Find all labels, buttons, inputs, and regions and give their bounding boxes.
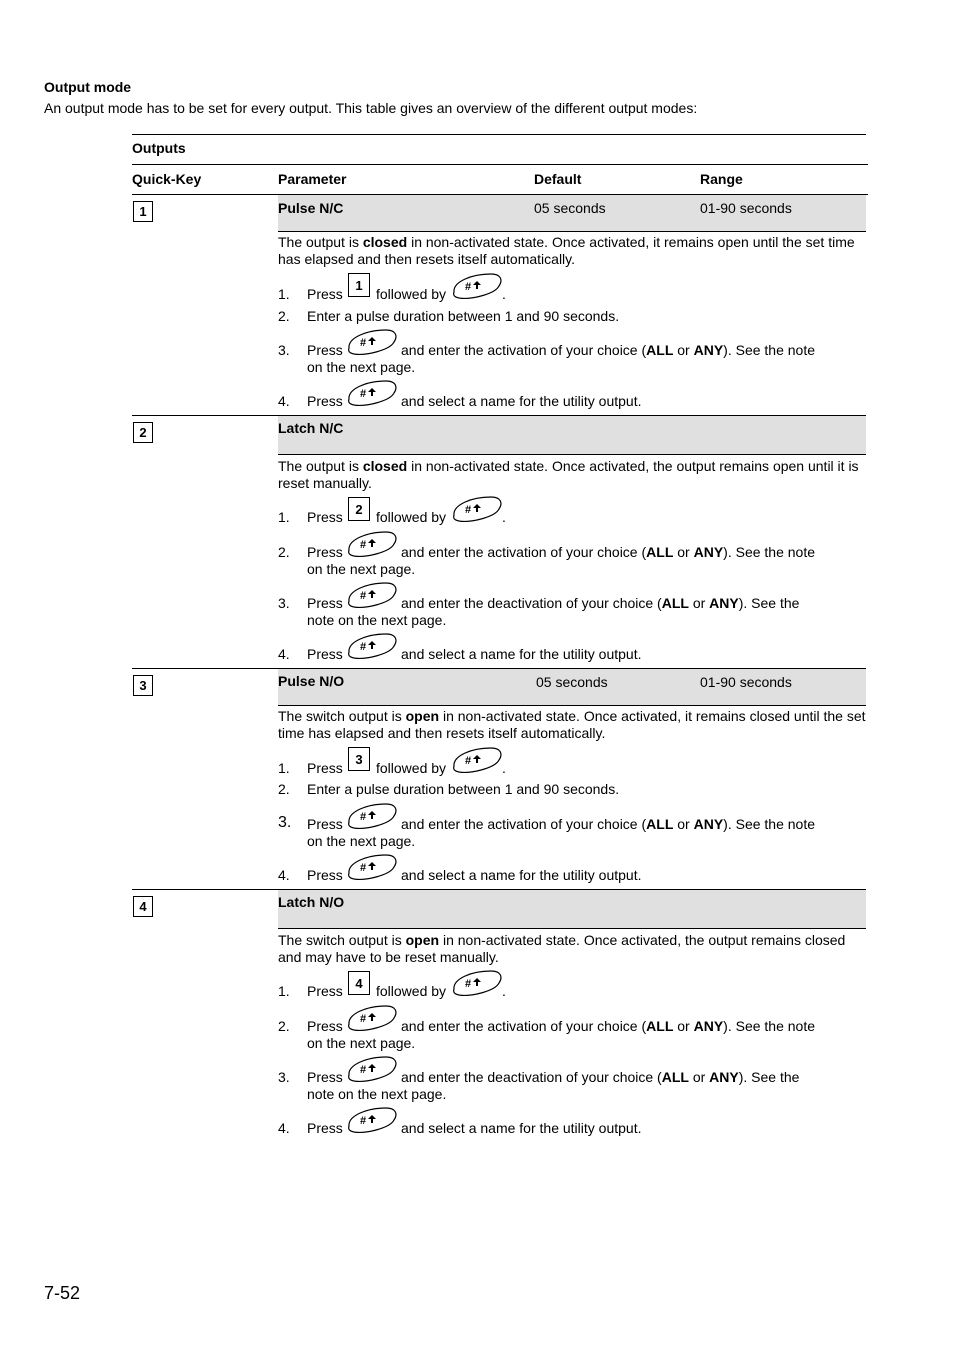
key-4-icon: 4 — [348, 971, 370, 995]
header-rule — [132, 164, 868, 165]
param-range: 01-90 seconds — [700, 674, 792, 690]
step-text: and enter the activation of your choice (ALL or ANY). See the note — [401, 816, 816, 832]
step-text: and select a name for the utility output. — [401, 1120, 642, 1136]
row-description: The output is closed in non-activated state. Once activated, the output remains open until it is reset manually. — [278, 458, 859, 491]
step-number: 2. — [278, 308, 290, 324]
row-description: The switch output is open in non-activated state. Once activated, the output remains closed and may have to be reset manually. — [278, 932, 846, 965]
step-text: Press — [307, 1069, 343, 1085]
hash-arrow-key-icon — [346, 1055, 398, 1083]
hash-arrow-key-icon — [346, 328, 398, 356]
key-3-icon: 3 — [348, 747, 370, 771]
param-name: Latch N/O — [278, 894, 345, 910]
hash-arrow-key-icon — [346, 379, 398, 407]
step-number: 3. — [278, 814, 292, 831]
step-text: note on the next page. — [307, 1086, 447, 1102]
step-text: and enter the activation of your choice (ALL or ANY). See the note — [401, 1018, 816, 1034]
step-text: Press — [307, 393, 343, 409]
page-number: 7-52 — [44, 1283, 81, 1303]
step-text: Press — [307, 816, 343, 832]
hash-arrow-key-icon — [346, 1106, 398, 1134]
step-number: 4. — [278, 646, 290, 662]
step-number: 1. — [278, 509, 290, 525]
row-rule — [278, 454, 866, 455]
step-number: 4. — [278, 867, 290, 883]
step-text: Press — [307, 983, 343, 999]
row-description: The output is closed in non-activated state. Once activated, it remains open until the set time has elapsed and then resets itself automatically. — [278, 234, 855, 267]
step-text: Press — [307, 595, 343, 611]
followed-by-text: followed by — [376, 983, 447, 999]
period: . — [502, 983, 506, 999]
hash-arrow-key-icon — [451, 495, 503, 523]
hash-arrow-key-icon — [451, 746, 503, 774]
step-text: Press — [307, 867, 343, 883]
row-rule — [278, 705, 866, 706]
step-text: note on the next page. — [307, 612, 447, 628]
param-default: 05 seconds — [536, 674, 608, 690]
quick-key-3: 3 — [133, 675, 153, 696]
step-number: 2. — [278, 781, 290, 797]
step-text: on the next page. — [307, 359, 416, 375]
step-text: Enter a pulse duration between 1 and 90 seconds. — [307, 781, 620, 797]
step-text: on the next page. — [307, 833, 416, 849]
step-text: and enter the deactivation of your choice (ALL or ANY). See the — [401, 1069, 800, 1085]
step-number: 1. — [278, 760, 290, 776]
followed-by-text: followed by — [376, 286, 447, 302]
outputs-group-header: Outputs — [132, 140, 186, 156]
step-text: and select a name for the utility output. — [401, 393, 642, 409]
period: . — [502, 286, 506, 302]
step-text: Press — [307, 1120, 343, 1136]
step-text: and enter the deactivation of your choice (ALL or ANY). See the — [401, 595, 800, 611]
step-text: Press — [307, 1018, 343, 1034]
step-text: Enter a pulse duration between 1 and 90 seconds. — [307, 308, 620, 324]
step-text: on the next page. — [307, 1035, 416, 1051]
period: . — [502, 509, 506, 525]
row-description: The switch output is open in non-activated state. Once activated, it remains closed until the set time has elapsed and then resets itself automatically. — [278, 708, 866, 741]
step-number: 1. — [278, 286, 290, 302]
intro-text: An output mode has to be set for every output. This table gives an overview of the different output modes: — [44, 100, 698, 116]
hash-arrow-key-icon — [346, 581, 398, 609]
hash-arrow-key-icon — [346, 632, 398, 660]
step-number: 3. — [278, 342, 290, 358]
quick-key-4: 4 — [133, 896, 153, 917]
hash-arrow-key-icon — [346, 802, 398, 830]
hash-arrow-key-icon — [451, 272, 503, 300]
step-text: and enter the activation of your choice (ALL or ANY). See the note — [401, 544, 816, 560]
param-default: 05 seconds — [534, 200, 606, 216]
step-number: 1. — [278, 983, 290, 999]
step-text: and select a name for the utility output. — [401, 867, 642, 883]
step-number: 3. — [278, 595, 290, 611]
hash-arrow-key-icon — [451, 969, 503, 997]
step-text: Press — [307, 286, 343, 302]
col-header-default: Default — [534, 171, 582, 187]
followed-by-text: followed by — [376, 509, 447, 525]
quick-key-1: 1 — [133, 201, 153, 222]
key-2-icon: 2 — [348, 497, 370, 521]
step-number: 3. — [278, 1069, 290, 1085]
step-text: and enter the activation of your choice (ALL or ANY). See the note — [401, 342, 816, 358]
step-text: Press — [307, 760, 343, 776]
step-text: Press — [307, 646, 343, 662]
page-heading: Output mode — [44, 79, 132, 95]
param-bar-latch-no — [278, 890, 866, 928]
hash-arrow-key-icon — [346, 853, 398, 881]
param-bar-latch-nc — [278, 416, 866, 454]
col-header-parameter: Parameter — [278, 171, 347, 187]
step-text: and select a name for the utility output. — [401, 646, 642, 662]
hash-arrow-key-icon — [346, 1004, 398, 1032]
step-text: Press — [307, 342, 343, 358]
row-rule — [278, 231, 866, 232]
param-name: Latch N/C — [278, 420, 344, 436]
step-number: 2. — [278, 544, 290, 560]
param-name: Pulse N/O — [278, 673, 345, 689]
table-top-rule — [132, 134, 866, 135]
param-name: Pulse N/C — [278, 200, 344, 216]
col-header-range: Range — [700, 171, 743, 187]
col-header-quick-key: Quick-Key — [132, 171, 202, 187]
hash-arrow-key-icon — [346, 530, 398, 558]
step-text: Press — [307, 509, 343, 525]
step-text: on the next page. — [307, 561, 416, 577]
row-rule — [278, 928, 866, 929]
period: . — [502, 760, 506, 776]
step-number: 4. — [278, 1120, 290, 1136]
quick-key-2: 2 — [133, 422, 153, 443]
step-text: Press — [307, 544, 343, 560]
followed-by-text: followed by — [376, 760, 447, 776]
step-number: 4. — [278, 393, 290, 409]
step-number: 2. — [278, 1018, 290, 1034]
param-range: 01-90 seconds — [700, 200, 792, 216]
key-1-icon: 1 — [348, 273, 370, 297]
